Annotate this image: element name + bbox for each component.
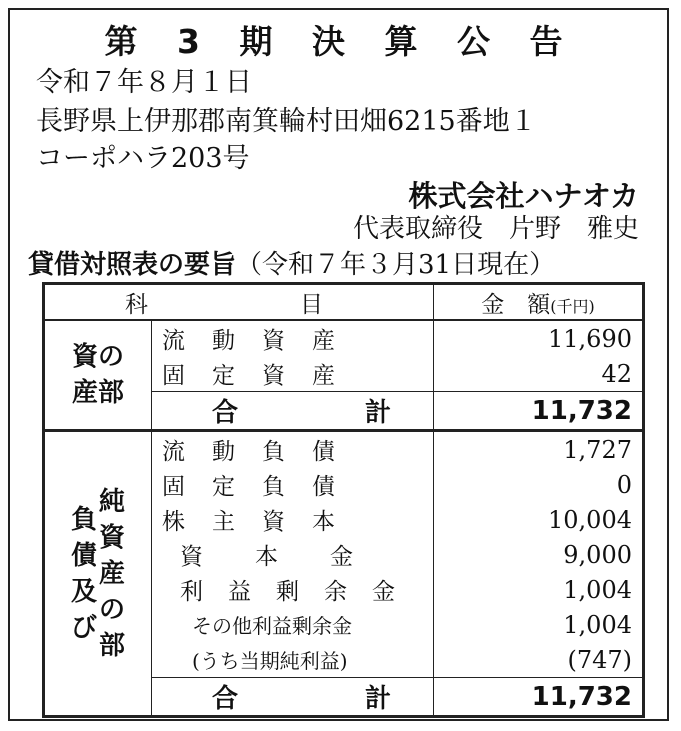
total-value: 11,732 (434, 392, 644, 431)
row-label: 株 主 資 本 (152, 502, 434, 537)
row-value: 9,000 (434, 537, 644, 572)
balance-sheet-heading (28, 244, 555, 281)
notice-date: 令和７年８月１日 (36, 67, 252, 98)
category-char: 部 (99, 630, 126, 661)
company-name: 株式会社ハナオカ (408, 179, 639, 213)
header-amount-label: 金 額 (481, 291, 551, 318)
table-row (44, 431, 644, 468)
row-value: 10,004 (434, 502, 644, 537)
row-label: 流 動 資 産 (152, 320, 434, 356)
assets-category-line: 産部 (71, 378, 124, 408)
notice-title: 第 3 期 決 算 公 告 (104, 22, 577, 61)
row-value: 1,727 (434, 431, 644, 468)
row-label: 資 本 金 (152, 537, 434, 572)
total-label-a: 合 (212, 684, 241, 714)
header-col1: 科 (125, 291, 148, 318)
category-char: 産 (99, 558, 126, 589)
balance-sheet-period: （令和７年３月31日現在） (236, 250, 556, 280)
table-header-row (44, 284, 644, 321)
table-row (44, 320, 644, 356)
header-col2: 目 (300, 291, 323, 318)
total-label-a: 合 (212, 398, 241, 428)
row-label: (うち当期純利益) (152, 642, 434, 678)
company-address: 長野県上伊那郡南箕輪村田畑6215番地１ (36, 106, 537, 137)
row-label: 固 定 負 債 (152, 467, 434, 502)
category-char: び (70, 612, 97, 643)
liabilities-category (44, 431, 152, 717)
balance-sheet-title: 貸借対照表の要旨 (28, 250, 237, 280)
category-char: 資 (99, 522, 126, 553)
row-value: 42 (434, 356, 644, 392)
assets-category-line: 資の (71, 342, 124, 372)
total-label (152, 678, 434, 717)
total-label-b: 計 (364, 398, 393, 428)
row-value: 1,004 (434, 607, 644, 642)
row-label: 利 益 剰 余 金 (152, 572, 434, 607)
balance-sheet-table (42, 282, 645, 718)
row-label: 流 動 負 債 (152, 431, 434, 468)
representative: 代表取締役 片野 雅史 (352, 214, 639, 244)
category-char: 純 (99, 486, 126, 517)
category-char: の (99, 594, 126, 625)
header-unit: (千円) (550, 296, 595, 316)
total-label (152, 392, 434, 431)
row-value: (747) (434, 642, 644, 678)
company-building: コーポハラ203号 (36, 143, 250, 174)
category-char: 及 (70, 576, 97, 607)
row-value: 1,004 (434, 572, 644, 607)
row-label: その他利益剰余金 (152, 607, 434, 642)
assets-category (44, 320, 152, 431)
row-value: 11,690 (434, 320, 644, 356)
header-amount (434, 284, 644, 321)
header-account (44, 284, 434, 321)
category-char: 債 (70, 540, 97, 571)
total-label-b: 計 (364, 684, 393, 714)
row-value: 0 (434, 467, 644, 502)
total-value: 11,732 (434, 678, 644, 717)
row-label: 固 定 資 産 (152, 356, 434, 392)
category-char: 負 (70, 504, 97, 535)
